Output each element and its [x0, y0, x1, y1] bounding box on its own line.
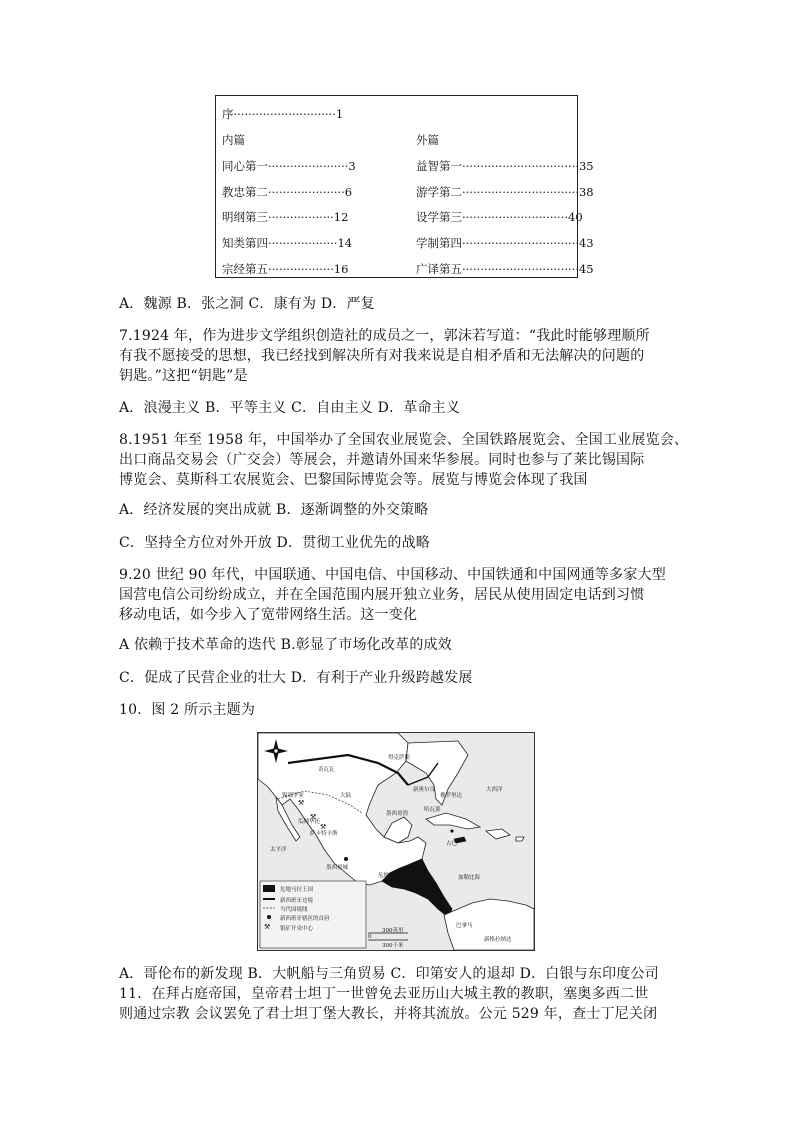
q11-line: 11．在拜占庭帝国，皇帝君士坦丁一世曾免去亚历山大城主教的教职，塞奥多西二世: [119, 986, 649, 1002]
map-scale-zero: 0: [368, 934, 372, 940]
map-label-new-granada: 新格拉纳达: [484, 937, 512, 943]
map-label-new-orleans: 新奥尔良: [413, 787, 436, 793]
toc-box: [215, 95, 594, 278]
toc-inner-item: 教忠第二·····················6: [222, 185, 353, 199]
toc-inner-item: 宗经第五··················16: [222, 262, 349, 276]
toc-outer-item: 广译第五································45: [416, 262, 594, 276]
map-label-mainland: 大陆: [340, 793, 352, 799]
q8-line: 出口商品交易会（广交会）等展会，并邀请外国来华参展。同时也参与了莱比锡国际: [119, 452, 645, 468]
map-label-texas: 得克萨斯: [388, 755, 411, 761]
map-label-zacatecas: 萨卡特卡斯: [310, 831, 338, 837]
q7-line: 7.1924 年，作为进步文学组织创造社的成员之一，郭沫若写道：“我此时能够理顺所: [119, 328, 650, 344]
toc-outer-item: 游学第二································38: [416, 185, 594, 199]
q10-options: A．哥伦布的新发现 B．大帆船与三角贸易 C．印第安人的退却 D．白银与东印度公司: [119, 966, 659, 982]
toc-outer-item: 设学第三·····························40: [416, 210, 583, 224]
q7-line: 钥匙。”这把“钥匙”是: [119, 368, 248, 384]
q9-line: 9.20 世纪 90 年代，中国联通、中国电信、中国移动、中国铁通和中国网通等多家大型: [119, 567, 666, 583]
q9-line: 移动电话，如今步入了宽带网络生活。这一变化: [119, 607, 418, 623]
map-label-mexico-city: 墨西哥城: [326, 865, 349, 871]
map-legend-item: 新西班牙辖区的首府: [280, 916, 330, 922]
q8-options-2: C．坚持全方位对外开放 D．贯彻工业优先的战略: [119, 535, 430, 551]
map-legend-item: 危地马拉王国: [280, 887, 314, 893]
map-label-guanajuato: 瓜纳华托: [298, 819, 321, 825]
svg-text:⚒: ⚒: [320, 823, 327, 831]
q6-options: A．魏源 B．张之洞 C．康有为 D．严复: [119, 296, 375, 312]
map-label-atlantic: 大西洋: [486, 787, 503, 793]
toc-outer-item: 学制第四································43: [416, 236, 594, 250]
map-label-havana: 哈瓦那: [424, 807, 441, 813]
q8-line: 8.1951 年至 1958 年，中国举办了全国农业展览会、全国铁路展览会、全国工业展览会、: [119, 432, 689, 448]
map-label-sinaloa: 锡那罗亚: [282, 793, 305, 799]
toc-outer-item: 益智第一································35: [416, 159, 594, 173]
map-legend-item: 银矿开采中心: [280, 926, 314, 932]
toc-inner-item: 同心第一······················3: [222, 159, 356, 173]
svg-text:⚒: ⚒: [264, 923, 271, 931]
q7-options: A．浪漫主义 B．平等主义 C．自由主义 D．革命主义: [119, 400, 461, 416]
toc-inner-item: 明纲第三··················12: [222, 210, 349, 224]
q9-options-2: C．促成了民营企业的壮大 D．有利于产业升级跨越发展: [119, 670, 473, 686]
map-label-cuba: 古巴: [446, 841, 458, 847]
map-label-panama: 巴拿马: [456, 923, 473, 929]
map-scale-km: 300千米: [382, 943, 404, 949]
toc-preface: 序····························1: [222, 107, 344, 121]
q8-options-1: A．经济发展的突出成就 B．逐渐调整的外交策略: [119, 502, 429, 518]
toc-outer-heading: 外篇: [416, 133, 439, 147]
svg-text:⚒: ⚒: [298, 799, 305, 807]
map-label-chihuahua: 奇瓦瓦: [318, 767, 335, 773]
q8-line: 博览会、莫斯科工农展览会、巴黎国际博览会等。展览与博览会体现了我国: [119, 472, 588, 488]
map-label-guatemala: 危地马拉: [378, 873, 401, 879]
svg-text:⚒: ⚒: [310, 813, 317, 821]
map-scale-miles: 300英里: [382, 928, 404, 934]
map-label-florida: 佛罗里达: [440, 793, 463, 799]
toc-inner-heading: 内篇: [222, 133, 245, 147]
q9-line: 国营电信公司纷纷成立，并在全国范围内展开独立业务，居民从使用固定电话到习惯: [119, 587, 645, 603]
map-legend-item: 新西班牙边境: [280, 898, 314, 904]
q9-options-1: A 依赖于技术革命的迭代 B.彰显了市场化改革的成效: [119, 637, 452, 653]
map-label-gulf: 墨西哥湾: [386, 811, 409, 817]
map-figure: [257, 732, 535, 951]
q11-line: 则通过宗教 会议罢免了君士坦丁堡大教长，并将其流放。公元 529 年，查士丁尼关闭: [119, 1006, 658, 1022]
q10-stem: 10．图 2 所示主题为: [119, 702, 256, 718]
toc-inner-item: 知类第四···················14: [222, 236, 353, 250]
map-label-pacific: 太平洋: [270, 847, 287, 853]
q7-line: 有我不愿接受的思想，我已经找到解决所有对我来说是自相矛盾和无法解决的问题的: [119, 348, 645, 364]
map-legend-item: 当代国境线: [280, 907, 308, 913]
map-label-caribbean: 加勒比海: [458, 875, 481, 881]
